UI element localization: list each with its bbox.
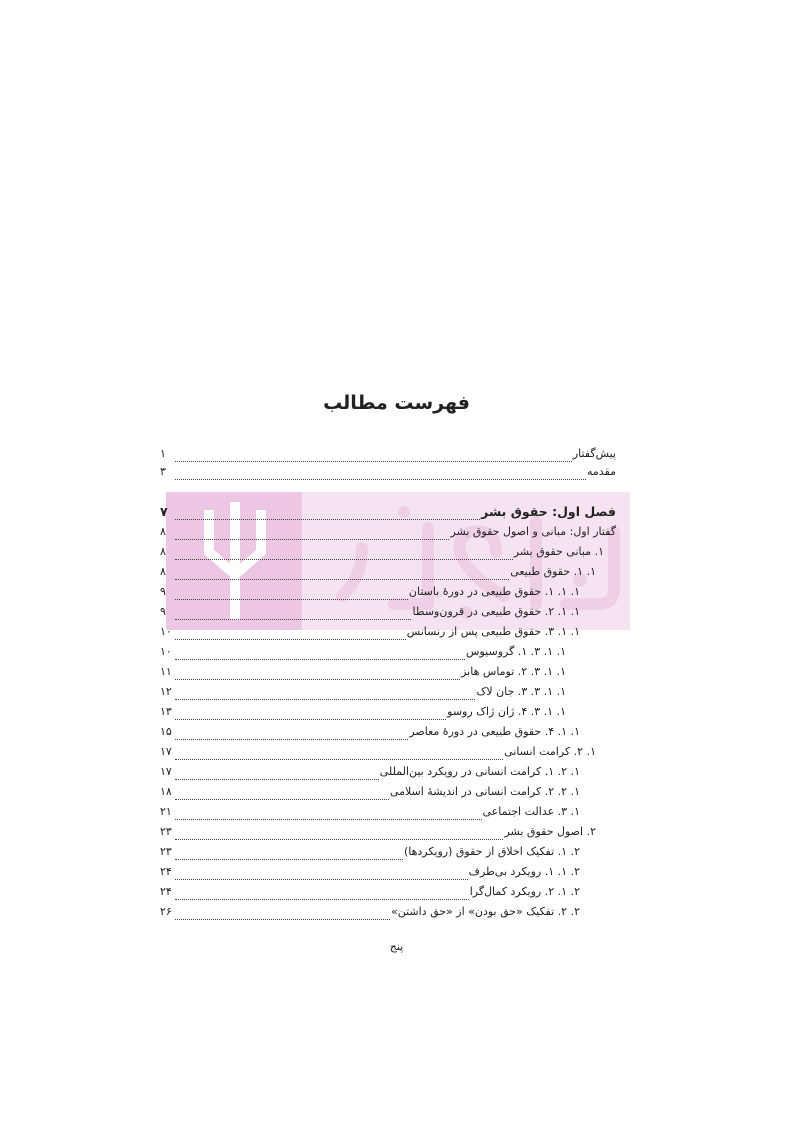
toc-entry-page-number: ۲۴ xyxy=(160,885,172,898)
toc-entry-label: ۱. ۱. ۲. حقوق طبیعی در قرون‌وسطا xyxy=(412,605,580,618)
toc-entry-page-number: ۲۳ xyxy=(160,825,172,838)
toc-leader-dots xyxy=(175,809,482,820)
toc-leader-dots xyxy=(175,869,468,880)
toc-entry-page-number: ۱ xyxy=(160,447,166,460)
toc-entry[interactable] xyxy=(160,742,596,762)
toc-entry-label: ۲. ۱. ۲. رویکرد کمال‌گرا xyxy=(469,885,580,898)
toc-entry-page-number: ۱۱ xyxy=(160,665,172,678)
toc-entry-page-number: ۱۰ xyxy=(160,625,172,638)
toc-entry[interactable] xyxy=(160,602,580,622)
toc-entry-page-number: ۱۷ xyxy=(160,745,172,758)
toc-entry-label: ۱. ۱. ۳. ۳. جان لاک xyxy=(476,685,566,698)
toc-entry-page-number: ۲۳ xyxy=(160,845,172,858)
toc-entry-label: ۱. ۲. کرامت انسانی xyxy=(504,745,596,758)
toc-entry-page-number: ۸ xyxy=(160,565,166,578)
toc-leader-dots xyxy=(175,889,469,900)
toc-entry-page-number: ۱۸ xyxy=(160,785,172,798)
toc-entry[interactable] xyxy=(160,542,604,562)
toc-leader-dots xyxy=(175,749,503,760)
toc-entry-page-number: ۸ xyxy=(160,525,166,538)
toc-entry[interactable] xyxy=(160,462,616,482)
toc-entry-label: گفتار اول: مبانی و اصول حقوق بشر xyxy=(450,525,616,538)
toc-entry[interactable] xyxy=(160,862,580,882)
toc-entry-label: ۲. ۱. ۱. رویکرد بی‌طرف xyxy=(468,865,580,878)
toc-entry[interactable] xyxy=(160,682,566,702)
toc-entry-label: ۲. ۱. تفکیک اخلاق از حقوق (رویکردها) xyxy=(403,845,580,858)
toc-entry-page-number: ۱۵ xyxy=(160,725,172,738)
toc-leader-dots xyxy=(175,451,572,462)
toc-entry-page-number: ۷ xyxy=(160,504,168,519)
toc-leader-dots xyxy=(175,709,446,720)
toc-entry[interactable] xyxy=(160,444,616,464)
toc-leader-dots xyxy=(175,909,390,920)
toc-leader-dots xyxy=(175,789,389,800)
toc-entry-label: ۱. ۱. ۳. ۱. گروسیوس xyxy=(466,645,566,658)
toc-entry-page-number: ۹ xyxy=(160,585,166,598)
toc-entry-page-number: ۱۰ xyxy=(160,645,172,658)
toc-leader-dots xyxy=(175,649,465,660)
toc-entry-label: مقدمه xyxy=(586,465,616,478)
page-title: فهرست مطالب xyxy=(323,392,470,414)
toc-entry-page-number: ۲۴ xyxy=(160,865,172,878)
toc-entry[interactable] xyxy=(160,702,566,722)
toc-entry[interactable] xyxy=(160,582,580,602)
toc-entry-page-number: ۲۶ xyxy=(160,905,172,918)
toc-entry-label: ۲. اصول حقوق بشر xyxy=(504,825,596,838)
toc-entry-label: ۱. ۱. حقوق طبیعی xyxy=(510,565,596,578)
toc-entry-label: ۱. ۲. ۱. کرامت انسانی در رویکرد بین‌المللی xyxy=(379,765,580,778)
toc-entry-label: پیش‌گفتار xyxy=(572,447,616,460)
toc-entry[interactable] xyxy=(160,662,566,682)
toc-leader-dots xyxy=(175,609,411,620)
toc-entry-page-number: ۱۲ xyxy=(160,685,172,698)
toc-entry-label: ۱. مبانی حقوق بشر xyxy=(513,545,604,558)
toc-entry-page-number: ۸ xyxy=(160,545,166,558)
toc-leader-dots xyxy=(175,549,513,560)
toc-entry-label: ۱. ۱. ۳. ۴. ژان ژاک روسو xyxy=(447,705,566,718)
toc-entry[interactable] xyxy=(160,562,596,582)
page-number-footer: پنج xyxy=(389,940,404,953)
toc-entry[interactable] xyxy=(160,522,616,542)
toc-entry-page-number: ۱۷ xyxy=(160,765,172,778)
toc-leader-dots xyxy=(175,769,379,780)
toc-entry[interactable] xyxy=(160,882,580,902)
toc-leader-dots xyxy=(175,829,503,840)
toc-entry[interactable] xyxy=(160,722,580,742)
toc-entry[interactable] xyxy=(160,622,580,642)
toc-entry[interactable] xyxy=(160,822,596,842)
toc-leader-dots xyxy=(175,569,509,580)
toc-entry[interactable] xyxy=(160,902,580,922)
toc-entry[interactable] xyxy=(160,642,566,662)
toc-entry-label: ۲. ۲. تفکیک «حق بودن» از «حق داشتن» xyxy=(390,905,580,918)
toc-entry-page-number: ۳ xyxy=(160,465,166,478)
toc-leader-dots xyxy=(175,469,586,480)
toc-entry-page-number: ۲۱ xyxy=(160,805,172,818)
toc-leader-dots xyxy=(175,529,449,540)
toc-leader-dots xyxy=(175,509,480,520)
toc-entry-label: فصل اول: حقوق بشر xyxy=(481,504,616,519)
toc-leader-dots xyxy=(175,629,406,640)
toc-entry[interactable] xyxy=(160,762,580,782)
toc-entry[interactable] xyxy=(160,842,580,862)
toc-leader-dots xyxy=(175,669,460,680)
toc-entry-page-number: ۹ xyxy=(160,605,166,618)
toc-leader-dots xyxy=(175,849,403,860)
toc-leader-dots xyxy=(175,689,475,700)
toc-entry[interactable] xyxy=(160,802,580,822)
toc-leader-dots xyxy=(175,589,408,600)
toc-entry-label: ۱. ۱. ۳. ۲. توماس هابز xyxy=(461,665,566,678)
toc-entry-label: ۱. ۱. ۳. حقوق طبیعی پس از رنسانس xyxy=(406,625,580,638)
toc-entry-page-number: ۱۳ xyxy=(160,705,172,718)
toc-entry-label: ۱. ۱. ۴. حقوق طبیعی در دورهٔ معاصر xyxy=(409,725,580,738)
toc-entry-label: ۱. ۲. ۲. کرامت انسانی در اندیشهٔ اسلامی xyxy=(389,785,580,798)
toc-entry[interactable] xyxy=(160,502,616,522)
toc-entry[interactable] xyxy=(160,782,580,802)
toc-entry-label: ۱. ۱. ۱. حقوق طبیعی در دورهٔ باستان xyxy=(408,585,580,598)
toc-entry-label: ۱. ۳. عدالت اجتماعی xyxy=(482,805,580,818)
toc-leader-dots xyxy=(175,729,408,740)
